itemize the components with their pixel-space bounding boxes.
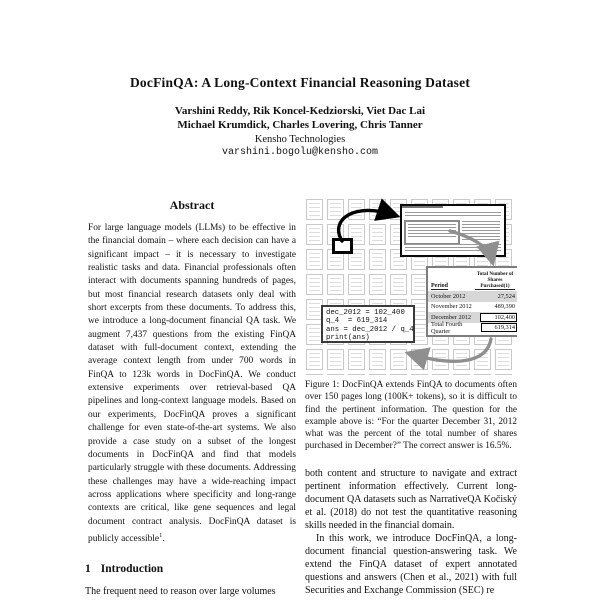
page-thumbnail (453, 374, 470, 375)
excerpt-text-lines (405, 212, 501, 218)
abstract-text: For large language models (LLMs) to be effective in the financial domain – where each decision can have a significant impact – it is necessary to investigate realistic tasks and data. Financial professionals often interact with documents spanning hundreds of pages, but most financial research datasets only deal with short excerpts from these documents. To address this, we introduce a long-document financial QA task. We augment 7,437 questions from the existing FinQA dataset with full-document context, extending the average context length from under 700 words in FinQA to 123k words in DocFinQA. We conduct extensive experiments over retrieval-based QA pipelines and long-context language models. Based on our experiments, DocFinQA proves a significant challenge for even state-of-the-art systems. We also provide a case study on a subset of the longest documents in DocFinQA and find that models particularly struggle with these documents. Addressing these challenges may have a wide-reaching impact across applications where specificity and long-range contexts are critical, like gene sequences and legal document contract analysis. DocFinQA dataset is publicly accessible (88, 223, 296, 545)
page-thumbnail (327, 199, 344, 220)
page-thumbnail (306, 224, 323, 245)
introduction-body (305, 467, 517, 597)
page-thumbnail (348, 274, 365, 295)
body-paragraph: both content and structure to navigate and extract pertinent information effectively. Current long-document QA datasets such as NarrativeQA Kočiský et al. (2018) do not test the quantitative reasoning skills needed in the financial domain. (305, 468, 517, 531)
body-paragraph: In this work, we introduce DocFinQA, a long-document financial question-answering task. We extend the FinQA dataset of expert annotated questions and answers (Chen et al., 2021) with full Securities and Exchange Commission (SEC) re (305, 533, 517, 596)
figure-1 (305, 197, 517, 375)
page-thumbnail (348, 349, 365, 370)
page-thumbnail (369, 274, 386, 295)
page-thumbnail (411, 349, 428, 370)
code-line: print(ans) (326, 334, 370, 343)
page-thumbnail (369, 249, 386, 270)
figure-caption: Figure 1: DocFinQA extends FinQA to documents often over 150 pages long (100K+ tokens), so it is difficult to find the pertinent information. The question for the example above is: “For the quarter December 31, 2012 what was the percent of the total number of shares purchased in December?” The correct answer is 16.5%. (305, 380, 517, 452)
page-thumbnail (306, 274, 323, 295)
authors-line-1: Varshini Reddy, Rik Koncel-Kedziorski, Viet Dac Lai (174, 105, 426, 117)
highlighted-page-thumbnail (332, 238, 353, 254)
document-excerpt-box (400, 204, 506, 257)
excerpt-inline-table (404, 220, 460, 245)
section-heading-introduction (85, 563, 163, 575)
page-thumbnail (327, 349, 344, 370)
page-thumbnail (306, 374, 323, 375)
shares-cell: 489,390 (494, 303, 515, 311)
page-thumbnail (348, 199, 365, 220)
shares-cell: 27,524 (497, 292, 515, 300)
page-thumbnail (369, 349, 386, 370)
table-row (428, 302, 517, 313)
footnote-marker: 1 (159, 531, 163, 539)
abstract-heading: Abstract (169, 198, 215, 212)
page-thumbnail (474, 349, 491, 370)
table-row (428, 320, 517, 335)
abstract-period: . (162, 534, 165, 545)
excerpt-number-columns (462, 221, 500, 240)
shares-cell-highlighted: 102,400 (480, 313, 517, 322)
page-thumbnail (327, 274, 344, 295)
section-number: 1 (85, 563, 91, 575)
page-thumbnail (390, 349, 407, 370)
page-thumbnail (411, 374, 428, 375)
page-thumbnail (390, 374, 407, 375)
code-line: dec_2012 = 102_400 (326, 309, 405, 317)
period-cell: Total Fourth Quarter (431, 320, 463, 335)
page-thumbnail (495, 349, 512, 370)
page-thumbnail (474, 374, 491, 375)
shares-table (426, 266, 517, 337)
right-column (305, 195, 517, 600)
left-column (85, 195, 299, 600)
page-thumbnail (327, 374, 344, 375)
page-thumbnail (369, 224, 386, 245)
page-thumbnail (369, 199, 386, 220)
excerpt-title-line (402, 206, 443, 208)
contact-email: varshini.bogolu@kensho.com (221, 147, 379, 158)
page-thumbnail (369, 374, 386, 375)
page-thumbnail (348, 374, 365, 375)
column-header-period: Period (431, 283, 448, 289)
period-cell: November 2012 (431, 303, 472, 311)
shares-table-header (428, 268, 517, 291)
page-thumbnail (495, 374, 512, 375)
affiliation: Kensho Technologies (254, 134, 346, 145)
period-cell: October 2012 (431, 292, 466, 300)
excerpt-paragraph-lines (405, 244, 501, 253)
page-thumbnail (306, 349, 323, 370)
page-thumbnail (453, 349, 470, 370)
excerpt-table-lines (408, 224, 456, 238)
python-code-box (321, 305, 415, 343)
shares-cell-highlighted: 619,314 (481, 323, 517, 332)
page-thumbnail (390, 274, 407, 295)
authors-line-2: Michael Krumdick, Charles Lovering, Chris Tanner (177, 119, 423, 131)
page-thumbnail (432, 374, 449, 375)
abstract-body (85, 222, 299, 546)
page-thumbnail (306, 199, 323, 220)
paper-title: DocFinQA: A Long-Context Financial Reasoning Dataset (129, 75, 471, 91)
introduction-first-line: The frequent need to reason over large volumes (85, 586, 276, 597)
table-row (428, 291, 517, 302)
page-thumbnail (306, 249, 323, 270)
section-title: Introduction (100, 563, 164, 575)
code-line: q_4 = 619_314 (326, 317, 388, 326)
period-cell: December 2012 (431, 313, 472, 321)
column-header-shares: Total Number of Shares Purchased(1) (476, 271, 514, 289)
code-line: ans = dec_2012 / q_4 (326, 325, 414, 334)
page-thumbnail (432, 349, 449, 370)
